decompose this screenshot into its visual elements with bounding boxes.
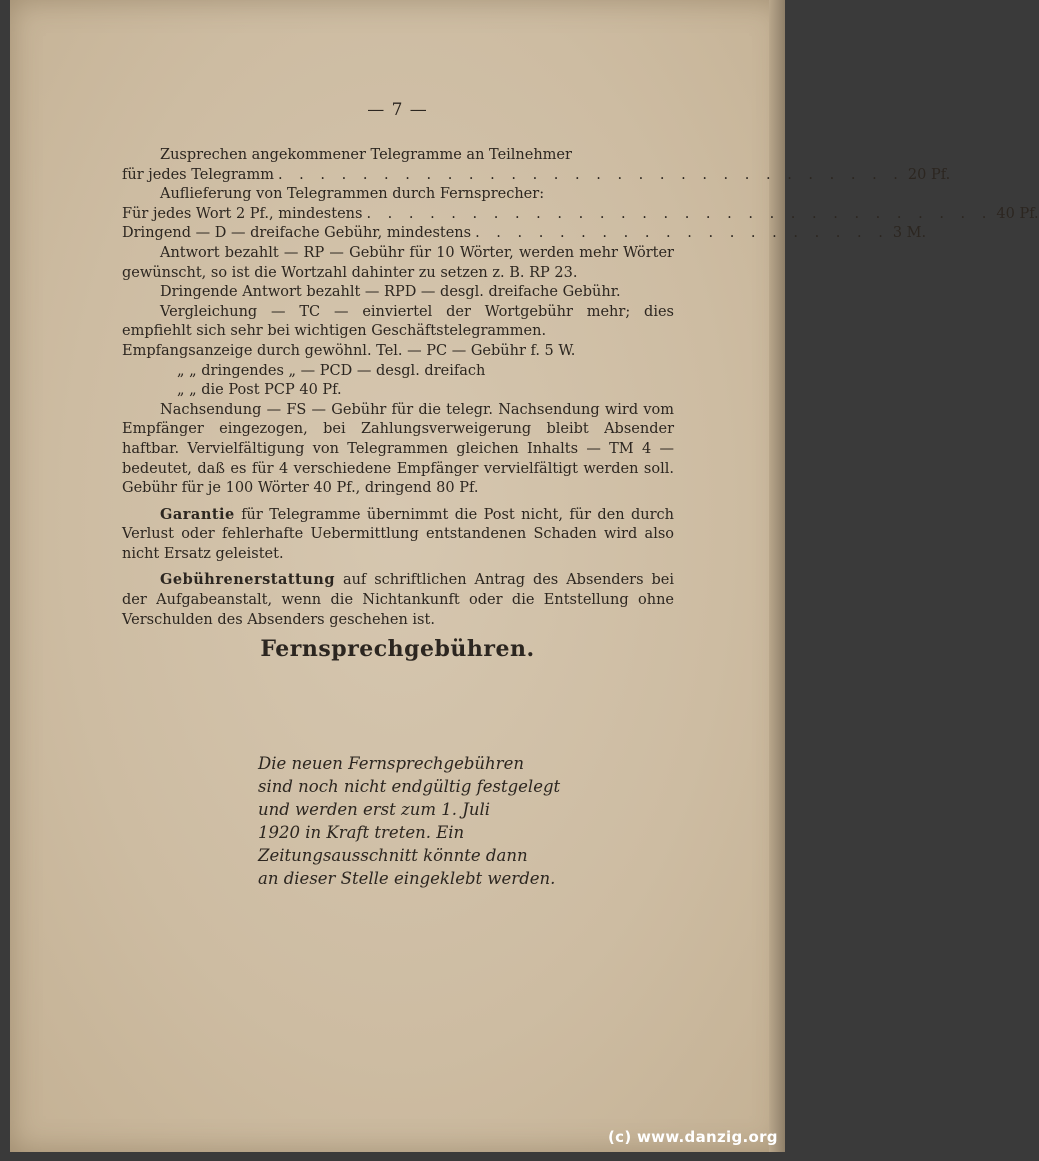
empfangsanzeige-line-3: „ „ die Post PCP 40 Pf. [177, 382, 342, 399]
paragraph-dringende-antwort: Dringende Antwort bezahlt — RPD — desgl. dreifache Gebühr. [160, 284, 621, 301]
empfangsanzeige-line-1: Empfangsanzeige durch gewöhnl. Tel. — PC — Gebühr f. 5 W. [122, 342, 576, 359]
paragraph-vergleichung: Vergleichung — TC — einviertel der Wortgebühr mehr; dies empfiehlt sich sehr bei wichtigen Geschäftstelegrammen. [122, 303, 674, 340]
fee-row-label: Für jedes Wort 2 Pf., mindestens [122, 205, 363, 222]
garantie-text: für Telegramme übernimmt die Post nicht, für den durch Verlust oder fehlerhafte Uebermittlung entstandenen Schaden wird also nicht Ersatz geleistet. [122, 506, 674, 562]
empfangsanzeige-line-2: „ „ dringendes „ — PCD — desgl. dreifach [177, 362, 486, 379]
fee-row-value: 40 Pf. [996, 205, 1039, 222]
notice-line: sind noch nicht endgültig festgelegt [258, 777, 561, 796]
dot-leader: . . . . . . . . . . . . . . . . . . . . [475, 225, 889, 242]
watermark: (c) www.danzig.org [608, 1128, 778, 1146]
paragraph-antwort: Antwort bezahlt — RP — Gebühr für 10 Wörter, werden mehr Wörter gewünscht, so ist die Wortzahl dahinter zu setzen z. B. RP 23. [122, 244, 674, 281]
erstattung-title: Gebührenerstattung [160, 571, 335, 589]
telegram-fee-section [122, 146, 1039, 630]
notice-line: Zeitungsausschnitt könnte dann [258, 846, 528, 865]
notice-block [258, 752, 561, 890]
fee-row-label: Dringend — D — dreifache Gebühr, mindestens [122, 225, 472, 242]
garantie-title: Garantie [160, 505, 235, 523]
notice-line: und werden erst zum 1. Juli [258, 800, 491, 819]
dot-leader: . . . . . . . . . . . . . . . . . . . . . . . . . . . . . . [277, 166, 904, 183]
page-number: — 7 — [367, 100, 428, 120]
fee-row-urgent [122, 224, 927, 244]
paragraph-nachsendung: Nachsendung — FS — Gebühr für die telegr. Nachsendung wird vom Empfänger eingezogen, bei Zahlungsverweigerung bleibt Absender haftbar. Vervielfältigung von Telegrammen gleichen Inhalts — TM 4 — bedeutet, daß es für 4 verschiedene Empfänger vervielfältigt werden soll. Gebühr für je 100 Wörter 40 Pf., dringend 80 Pf. [122, 401, 674, 497]
fee-line-auflieferung: Auflieferung von Telegrammen durch Fernsprecher: [160, 186, 545, 203]
fee-row-per-word [122, 205, 1039, 225]
paragraph-erstattung [122, 570, 674, 630]
fee-row-per-telegram [122, 166, 951, 186]
fee-row-value: 20 Pf. [907, 166, 951, 183]
fee-row-label: für jedes Telegramm [122, 166, 274, 183]
erstattung-text: auf schriftlichen Antrag des Absenders bei der Aufgabeanstalt, wenn die Nichtankunft oder die Entstellung ohne Verschulden des Absenders geschehen ist. [122, 572, 674, 628]
section-heading: Fernsprechgebühren. [260, 636, 535, 662]
fee-line-intro: Zusprechen angekommener Telegramme an Teilnehmer [160, 147, 572, 163]
fee-row-value: 3 M. [892, 225, 927, 242]
document-page [10, 0, 1039, 1152]
dot-leader: . . . . . . . . . . . . . . . . . . . . . . . . . . . . . . [366, 205, 993, 222]
paragraph-garantie [122, 505, 674, 565]
notice-line: an dieser Stelle eingeklebt werden. [258, 869, 556, 888]
notice-line: 1920 in Kraft treten. Ein [258, 823, 465, 842]
notice-line: Die neuen Fernsprechgebühren [258, 754, 524, 773]
